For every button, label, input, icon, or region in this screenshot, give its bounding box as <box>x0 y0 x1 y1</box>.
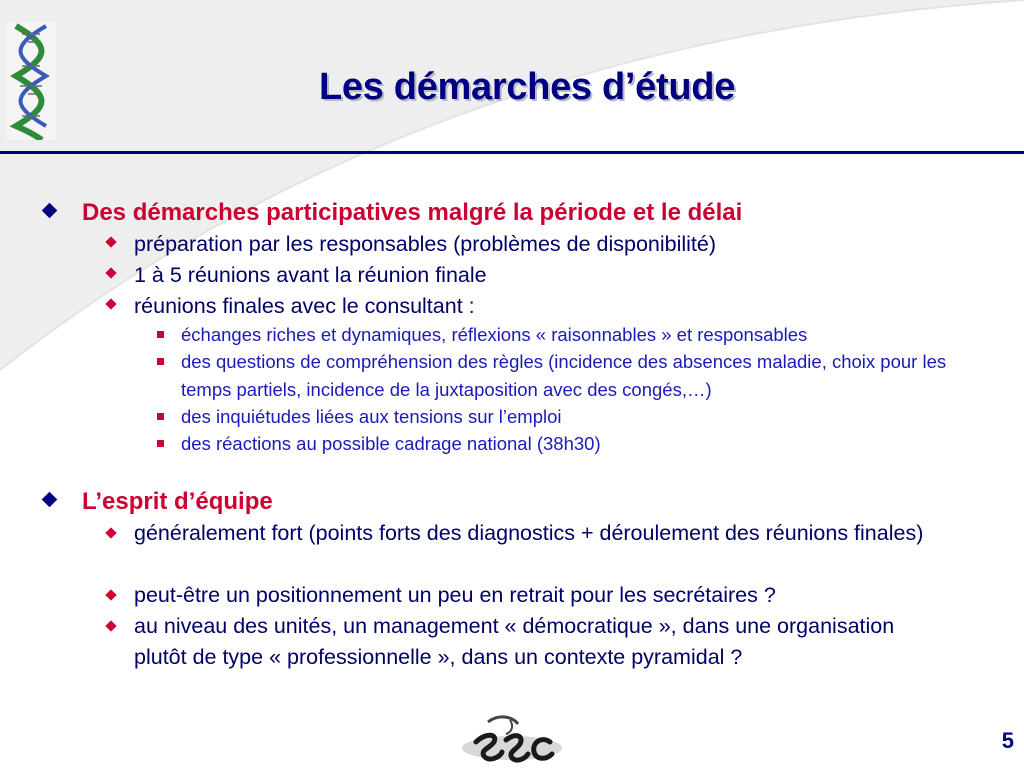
list-item: réunions finales avec le consultant : <box>134 294 475 318</box>
sub-list-item: des réactions au possible cadrage national (38h30) <box>181 433 601 454</box>
list-item: 1 à 5 réunions avant la réunion finale <box>134 263 487 287</box>
sub-list-item: des questions de compréhension des règles (incidence des absences maladie, choix pour les temps partiels, incidence de la juxtaposition avec des congés,…) <box>181 351 947 400</box>
section-heading: L’esprit d’équipe <box>82 488 273 515</box>
list-item: préparation par les responsables (problèmes de disponibilité) <box>134 232 717 256</box>
slide-title: Les démarches d’étude <box>318 66 736 108</box>
square-bullet-icon <box>157 440 164 447</box>
sub-list-item: des inquiétudes liées aux tensions sur l’emploi <box>181 406 562 427</box>
square-bullet-icon <box>157 413 164 420</box>
list-item: peut-être un positionnement un peu en retrait pour les secrétaires ? <box>134 583 776 607</box>
sub-list-item: échanges riches et dynamiques, réflexions « raisonnables » et responsables <box>181 324 808 345</box>
page-number: 5 <box>1001 728 1014 753</box>
square-bullet-icon <box>157 331 164 338</box>
section-heading: Des démarches participatives malgré la période et le délai <box>82 199 743 226</box>
title-divider <box>0 151 1024 154</box>
list-item: généralement fort (points forts des diagnostics + déroulement des réunions finales) <box>134 521 924 545</box>
footer-logo <box>458 712 566 768</box>
list-item: au niveau des unités, un management « démocratique », dans une organisation plutôt de type « professionnelle », dans un contexte pyramidal ? <box>134 614 895 669</box>
square-bullet-icon <box>157 358 164 365</box>
